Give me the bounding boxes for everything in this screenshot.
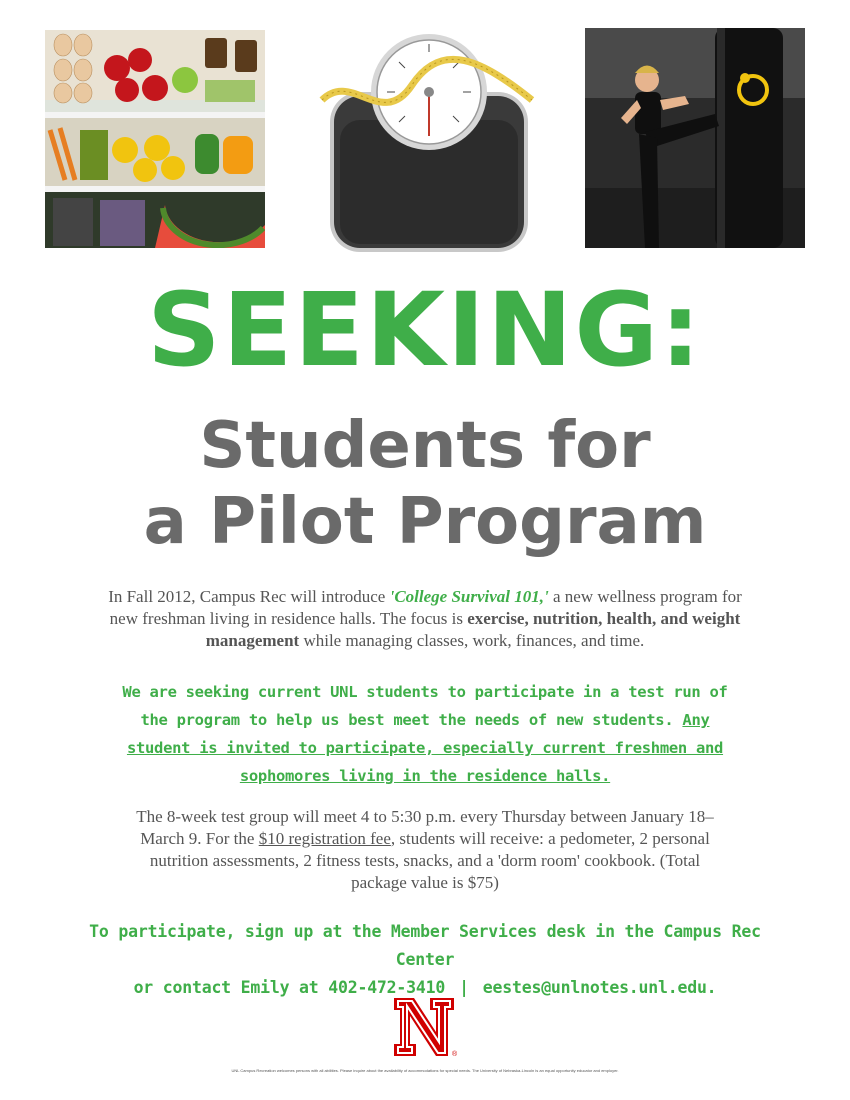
details-text-2: , students will receive: a pedometer, 2 personal nutrition assessments, 2 fitness tests, snacks, and a 'dorm room' cookbook. (Total package value is $75) [149, 829, 710, 892]
contact-email[interactable]: eestes@unlnotes.unl.edu. [482, 978, 717, 997]
cta-line-1: To participate, sign up at the Member Services desk in the Campus Rec Center [89, 922, 761, 969]
bathroom-scale-photo [312, 30, 542, 258]
seeking-paragraph [110, 678, 740, 790]
headline: SEEKING: [147, 271, 703, 390]
contact-phone: or contact Emily at 402-472-3410 [133, 978, 446, 997]
fridge-produce-photo [45, 30, 265, 248]
seeking-underlined-text: Any student is invited to participate, especially current freshmen and sophomores living in the residence halls. [126, 711, 724, 785]
intro-paragraph [95, 586, 755, 652]
subhead [0, 408, 850, 560]
nebraska-n-logo [392, 996, 458, 1058]
subhead-line-2: a Pilot Program [143, 485, 707, 559]
registered-mark: ® [452, 1051, 458, 1058]
registration-fee: $10 registration fee [258, 829, 391, 848]
program-name: 'College Survival 101,' [389, 587, 549, 606]
cta-separator: | [459, 978, 469, 997]
subhead-line-1: Students for [199, 409, 651, 483]
intro-focus: exercise, nutrition, health, and weight management [205, 609, 741, 650]
intro-text-1: In Fall 2012, Campus Rec will introduce [108, 587, 390, 606]
details-text-1: The 8-week test group will meet 4 to 5:30 p.m. every Thursday between January 18–March 9. For the [136, 807, 714, 848]
kickboxing-photo [585, 28, 805, 248]
details-paragraph [120, 806, 730, 894]
call-to-action [60, 918, 790, 1002]
footer-disclaimer: UNL Campus Recreation welcomes persons with all abilities. Please inquire about the availability of accommodations for special needs. The University of Nebraska-Lincoln is an equal opportunity educator and employer. [231, 1068, 619, 1073]
intro-text-3: while managing classes, work, finances, and time. [299, 631, 645, 650]
seeking-text: We are seeking current UNL students to participate in a test run of the program to help us best meet the needs of new students. [122, 683, 728, 729]
intro-text-2: a new wellness program for new freshman living in residence halls. The focus is [109, 587, 742, 628]
